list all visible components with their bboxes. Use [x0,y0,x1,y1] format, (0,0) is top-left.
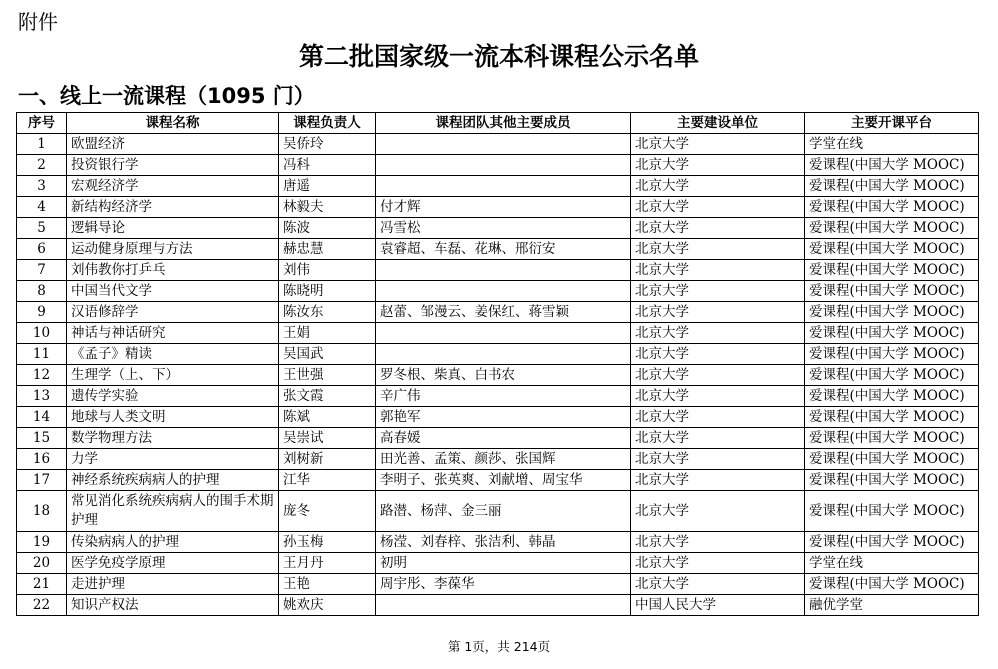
page-footer: 第 1页，共 214页 [447,639,551,654]
cell-index: 20 [17,553,67,574]
cell-course-lead: 王世强 [279,365,376,386]
table-row [17,176,979,197]
cell-course-lead: 吴崇试 [279,428,376,449]
header-course-name: 课程名称 [67,113,279,134]
cell-building-unit: 北京大学 [631,323,805,344]
cell-index: 1 [17,134,67,155]
table-row [17,323,979,344]
cell-team-members: 罗冬根、柴真、白书农 [376,365,631,386]
table-row [17,470,979,491]
cell-team-members [376,323,631,344]
cell-platform: 爱课程(中国大学 MOOC) [805,323,979,344]
cell-index: 2 [17,155,67,176]
cell-course-name: 刘伟教你打乒乓 [67,260,279,281]
cell-course-lead: 庞冬 [279,491,376,532]
cell-building-unit: 北京大学 [631,134,805,155]
cell-platform: 爱课程(中国大学 MOOC) [805,239,979,260]
cell-team-members [376,595,631,616]
table-row [17,574,979,595]
cell-course-name: 欧盟经济 [67,134,279,155]
cell-index: 10 [17,323,67,344]
cell-course-lead: 林毅夫 [279,197,376,218]
cell-course-name: 新结构经济学 [67,197,279,218]
table-row [17,155,979,176]
table-row [17,344,979,365]
cell-building-unit: 北京大学 [631,365,805,386]
page-title: 第二批国家级一流本科课程公示名单 [298,42,699,71]
cell-course-name: 生理学（上、下） [67,365,279,386]
cell-index: 9 [17,302,67,323]
cell-index: 19 [17,532,67,553]
cell-course-lead: 赫忠慧 [279,239,376,260]
cell-course-lead: 刘伟 [279,260,376,281]
cell-course-lead: 王月丹 [279,553,376,574]
cell-course-name: 宏观经济学 [67,176,279,197]
cell-team-members: 田光善、孟策、颜莎、张国辉 [376,449,631,470]
cell-course-lead: 王娟 [279,323,376,344]
table-row [17,281,979,302]
course-table [16,112,979,616]
cell-team-members: 杨滢、刘春梓、张洁利、韩晶 [376,532,631,553]
cell-course-lead: 吴国武 [279,344,376,365]
cell-team-members [376,260,631,281]
cell-course-name: 走进护理 [67,574,279,595]
cell-building-unit: 中国人民大学 [631,595,805,616]
header-course-lead: 课程负责人 [279,113,376,134]
table-row [17,532,979,553]
table-row [17,449,979,470]
table-body [17,134,979,616]
cell-index: 12 [17,365,67,386]
cell-team-members: 付才辉 [376,197,631,218]
cell-building-unit: 北京大学 [631,386,805,407]
cell-index: 22 [17,595,67,616]
cell-index: 14 [17,407,67,428]
cell-course-lead: 冯科 [279,155,376,176]
cell-platform: 融优学堂 [805,595,979,616]
cell-platform: 爱课程(中国大学 MOOC) [805,197,979,218]
cell-index: 8 [17,281,67,302]
cell-course-name: 中国当代文学 [67,281,279,302]
cell-building-unit: 北京大学 [631,302,805,323]
cell-course-lead: 姚欢庆 [279,595,376,616]
cell-platform: 爱课程(中国大学 MOOC) [805,218,979,239]
cell-platform: 爱课程(中国大学 MOOC) [805,532,979,553]
cell-course-lead: 王艳 [279,574,376,595]
cell-building-unit: 北京大学 [631,491,805,532]
cell-building-unit: 北京大学 [631,281,805,302]
cell-course-name: 力学 [67,449,279,470]
cell-building-unit: 北京大学 [631,218,805,239]
cell-index: 21 [17,574,67,595]
cell-platform: 学堂在线 [805,134,979,155]
cell-team-members: 高春媛 [376,428,631,449]
table-row [17,595,979,616]
cell-course-lead: 孙玉梅 [279,532,376,553]
cell-team-members [376,176,631,197]
cell-course-name: 神话与神话研究 [67,323,279,344]
cell-building-unit: 北京大学 [631,574,805,595]
cell-course-name: 知识产权法 [67,595,279,616]
table-row [17,197,979,218]
cell-index: 4 [17,197,67,218]
cell-building-unit: 北京大学 [631,176,805,197]
cell-course-name: 遗传学实验 [67,386,279,407]
cell-course-lead: 陈斌 [279,407,376,428]
cell-platform: 学堂在线 [805,553,979,574]
cell-platform: 爱课程(中国大学 MOOC) [805,260,979,281]
cell-team-members: 初明 [376,553,631,574]
cell-building-unit: 北京大学 [631,532,805,553]
cell-team-members [376,281,631,302]
cell-platform: 爱课程(中国大学 MOOC) [805,491,979,532]
cell-course-name: 医学免疫学原理 [67,553,279,574]
cell-building-unit: 北京大学 [631,239,805,260]
table-row [17,260,979,281]
cell-index: 5 [17,218,67,239]
cell-platform: 爱课程(中国大学 MOOC) [805,176,979,197]
cell-platform: 爱课程(中国大学 MOOC) [805,470,979,491]
table-row [17,239,979,260]
cell-course-name: 神经系统疾病病人的护理 [67,470,279,491]
cell-building-unit: 北京大学 [631,155,805,176]
cell-team-members [376,155,631,176]
cell-building-unit: 北京大学 [631,470,805,491]
cell-team-members: 辛广伟 [376,386,631,407]
section-heading: 一、线上一流课程（1095 门） [18,84,315,108]
cell-index: 18 [17,491,67,532]
header-platform: 主要开课平台 [805,113,979,134]
cell-index: 3 [17,176,67,197]
table-row [17,302,979,323]
cell-course-name: 常见消化系统疾病病人的围手术期护理 [67,491,279,532]
cell-team-members: 周宇彤、李葆华 [376,574,631,595]
table-row [17,428,979,449]
cell-course-name: 《孟子》精读 [67,344,279,365]
cell-course-name: 传染病病人的护理 [67,532,279,553]
table-header-row [17,113,979,134]
header-index: 序号 [17,113,67,134]
cell-platform: 爱课程(中国大学 MOOC) [805,574,979,595]
cell-platform: 爱课程(中国大学 MOOC) [805,449,979,470]
cell-platform: 爱课程(中国大学 MOOC) [805,386,979,407]
cell-building-unit: 北京大学 [631,260,805,281]
cell-platform: 爱课程(中国大学 MOOC) [805,302,979,323]
table-row [17,491,979,532]
table-row [17,386,979,407]
cell-team-members: 袁睿超、车磊、花琳、邢衍安 [376,239,631,260]
cell-course-lead: 张文霞 [279,386,376,407]
cell-course-name: 地球与人类文明 [67,407,279,428]
cell-course-lead: 陈波 [279,218,376,239]
cell-course-lead: 江华 [279,470,376,491]
cell-course-name: 运动健身原理与方法 [67,239,279,260]
header-team-members: 课程团队其他主要成员 [376,113,631,134]
cell-platform: 爱课程(中国大学 MOOC) [805,365,979,386]
table-row [17,365,979,386]
cell-building-unit: 北京大学 [631,344,805,365]
cell-course-name: 逻辑导论 [67,218,279,239]
cell-course-lead: 陈晓明 [279,281,376,302]
cell-index: 16 [17,449,67,470]
cell-course-lead: 刘树新 [279,449,376,470]
cell-course-name: 汉语修辞学 [67,302,279,323]
cell-course-lead: 陈汝东 [279,302,376,323]
cell-index: 6 [17,239,67,260]
cell-team-members: 赵蕾、邹漫云、姜保红、蒋雪颖 [376,302,631,323]
cell-building-unit: 北京大学 [631,553,805,574]
cell-course-lead: 吴侨玲 [279,134,376,155]
table-row [17,218,979,239]
cell-team-members [376,344,631,365]
attachment-label: 附件 [18,10,58,34]
cell-building-unit: 北京大学 [631,197,805,218]
table-row [17,407,979,428]
cell-platform: 爱课程(中国大学 MOOC) [805,155,979,176]
cell-index: 7 [17,260,67,281]
cell-platform: 爱课程(中国大学 MOOC) [805,281,979,302]
cell-platform: 爱课程(中国大学 MOOC) [805,344,979,365]
cell-team-members: 冯雪松 [376,218,631,239]
cell-course-name: 数学物理方法 [67,428,279,449]
cell-course-lead: 唐遥 [279,176,376,197]
cell-team-members [376,134,631,155]
cell-index: 17 [17,470,67,491]
cell-building-unit: 北京大学 [631,407,805,428]
cell-course-name: 投资银行学 [67,155,279,176]
cell-team-members: 路潜、杨萍、金三丽 [376,491,631,532]
cell-index: 15 [17,428,67,449]
cell-platform: 爱课程(中国大学 MOOC) [805,407,979,428]
cell-team-members: 郭艳军 [376,407,631,428]
cell-building-unit: 北京大学 [631,449,805,470]
cell-team-members: 李明子、张英爽、刘献增、周宝华 [376,470,631,491]
cell-building-unit: 北京大学 [631,428,805,449]
cell-index: 13 [17,386,67,407]
table-row [17,134,979,155]
header-building-unit: 主要建设单位 [631,113,805,134]
table-row [17,553,979,574]
cell-index: 11 [17,344,67,365]
cell-platform: 爱课程(中国大学 MOOC) [805,428,979,449]
